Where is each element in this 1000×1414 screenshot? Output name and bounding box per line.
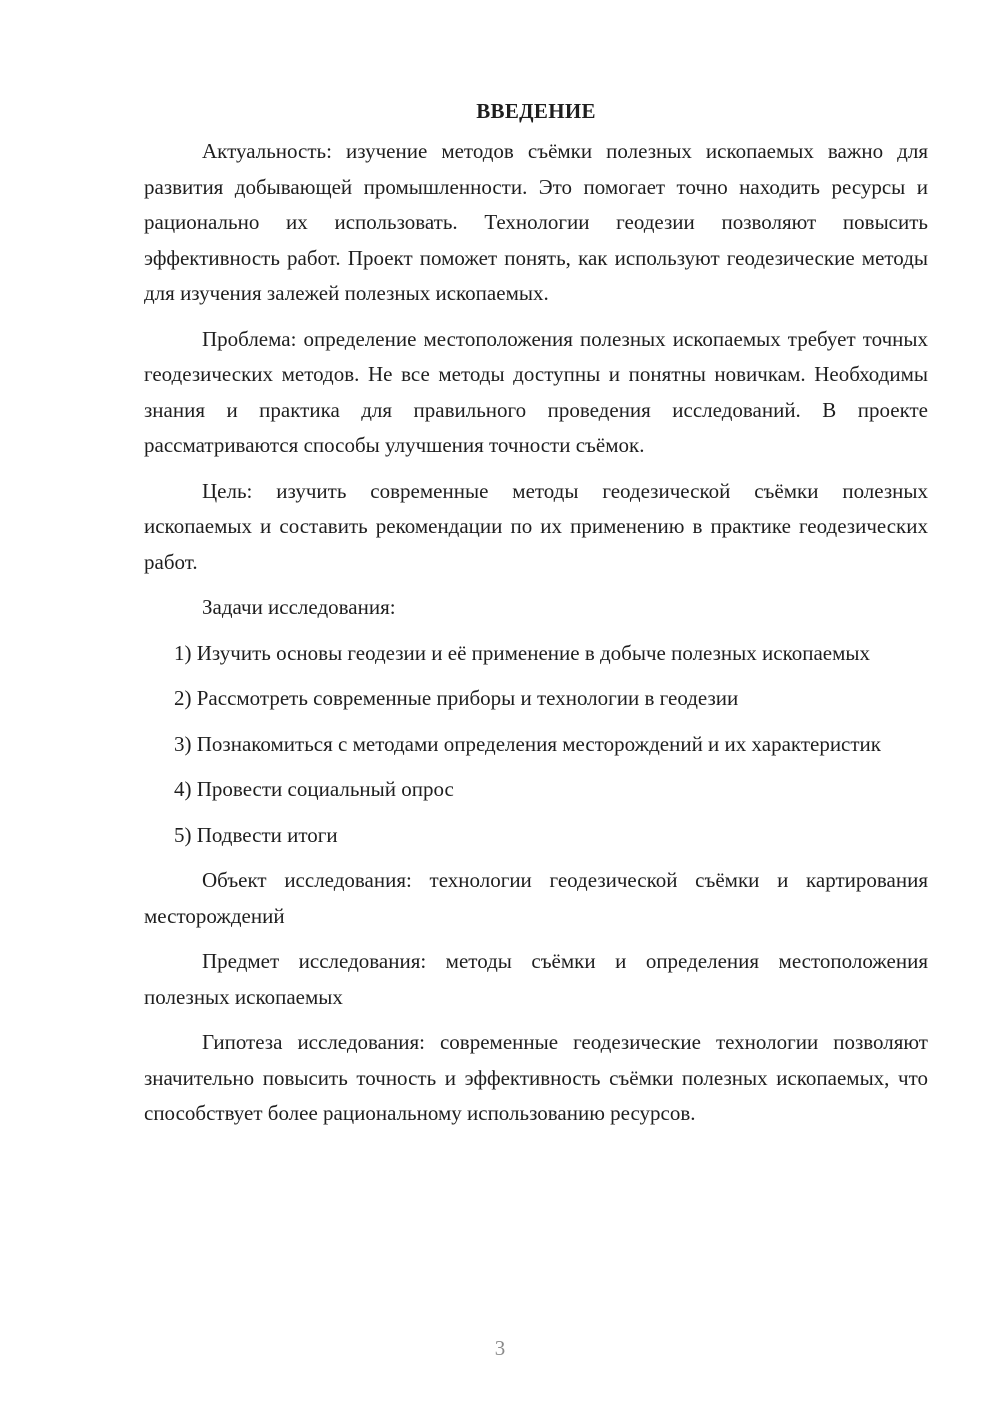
list-item: 3) Познакомиться с методами определения месторождений и их характеристик [174,731,881,756]
list-item: 2) Рассмотреть современные приборы и технологии в геодезии [174,686,739,710]
list-item: 5) Подвести итоги [174,822,338,847]
goal-paragraph: Цель: изучить современные методы геодезической съёмки полезных ископаемых и составить рекомендации по их применению в практике геодезических работ. [144,478,928,574]
list-item: 4) Провести социальный опрос [174,777,454,801]
object-paragraph: Объект исследования: технологии геодезической съёмки и картирования месторождений [144,868,928,928]
section-title: ВВЕДЕНИЕ [476,99,596,123]
subject-paragraph: Предмет исследования: методы съёмки и определения местоположения полезных ископаемых [144,949,928,1009]
tasks-list [144,636,928,854]
list-item: 1) Изучить основы геодезии и её применение в добыче полезных ископаемых [174,640,870,665]
page-number: 3 [494,1336,506,1360]
relevance-paragraph: Актуальность: изучение методов съёмки полезных ископаемых важно для развития добывающей промышленности. Это помогает точно находить ресурсы и рационально их использовать. Технологии геодезии позволяют повысить эффективность работ. Проект поможет понять, как используют геодезические методы для изучения залежей полезных ископаемых. [144,139,928,305]
problem-paragraph: Проблема: определение местоположения полезных ископаемых требует точных геодезических методов. Не все методы доступны и понятны новичкам. Необходимы знания и практика для правильного проведения исследований. В проекте рассматриваются способы улучшения точности съёмок. [144,326,928,457]
document-page [144,96,928,1142]
tasks-heading: Задачи исследования: [202,595,396,619]
hypothesis-paragraph: Гипотеза исследования: современные геодезические технологии позволяют значительно повысить точность и эффективность съёмки полезных ископаемых, что способствует более рациональному использованию ресурсов. [144,1030,928,1125]
